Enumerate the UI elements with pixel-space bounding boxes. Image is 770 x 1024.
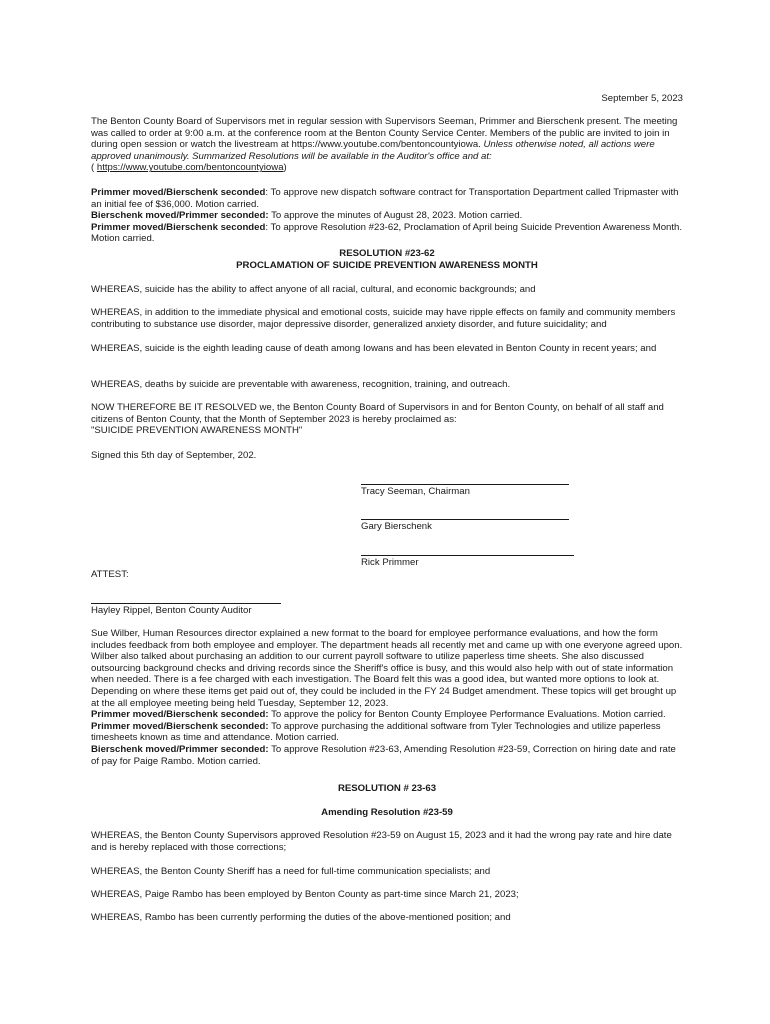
auditor-signature: Hayley Rippel, Benton County Auditor xyxy=(91,605,252,616)
whereas-63-3: WHEREAS, Paige Rambo has been employed by Benton County as part-time since March 21, 2023; xyxy=(91,889,519,900)
signature-line xyxy=(361,555,574,556)
proclaimed-month: "SUICIDE PREVENTION AWARENESS MONTH" xyxy=(91,425,303,437)
signature-bierschenk: Gary Bierschenk xyxy=(361,521,432,532)
resolution-63-subtitle: Amending Resolution #23-59 xyxy=(321,807,453,818)
motion-1 xyxy=(91,187,678,210)
whereas-62-4: WHEREAS, deaths by suicide are preventable with awareness, recognition, training, and outreach. xyxy=(91,379,511,390)
meeting-date: September 5, 2023 xyxy=(601,93,683,104)
motion-mover: Primmer moved/Bierschenk seconded: xyxy=(91,720,269,732)
motion-text: To approve Resolution #23-62, Proclamation of April being Suicide Prevention Awareness Month. Motion carried. xyxy=(91,221,683,245)
whereas-62-1: WHEREAS, suicide has the ability to affect anyone of all racial, cultural, and economic backgrounds; and xyxy=(91,284,536,295)
motion-text: To approve new dispatch software contract for Transportation Department called Tripmaster with an initial fee of $36,000. Motion carried. xyxy=(91,187,679,210)
motion-text: To approve the minutes of August 28, 2023. Motion carried. xyxy=(271,210,523,222)
motion-mover: Primmer moved/Bierschenk seconded xyxy=(91,221,266,233)
motion-mover: Bierschenk moved/Primmer seconded: xyxy=(91,210,269,222)
link-suffix: ) xyxy=(283,162,287,174)
motion-4 xyxy=(91,709,666,720)
resolved-62 xyxy=(91,402,683,437)
signature-line xyxy=(91,603,281,604)
intro-paragraph xyxy=(91,116,683,174)
intro-text: The Benton County Board of Supervisors met in regular session with Supervisors Seeman, Primmer and Bierschenk present. The meeting was called to order at 9:00 a.m. at the conference room at the Benton County Service Center. Members of the public are invited to join in during open session or watch the livestream at https://www.youtube.com/bentoncountyiowa. xyxy=(91,116,678,151)
resolution-63-title: RESOLUTION # 23-63 xyxy=(337,783,437,794)
motion-6 xyxy=(91,744,676,767)
motion-text: To approve purchasing the additional software from Tyler Technologies and utilize paperless timesheets known as time and attendance. Motion carried. xyxy=(91,720,661,744)
attest-label: ATTEST: xyxy=(91,569,129,580)
hr-discussion-paragraph xyxy=(91,628,683,767)
motion-text: To approve the policy for Benton County Employee Performance Evaluations. Motion carried. xyxy=(271,709,666,721)
whereas-63-1: WHEREAS, the Benton County Supervisors approved Resolution #23-59 on August 15, 2023 and it had the wrong pay rate and hire date and is hereby replaced with those corrections; xyxy=(91,830,672,853)
youtube-link[interactable]: https://www.youtube.com/bentoncountyiowa xyxy=(96,162,284,174)
signature-primmer: Rick Primmer xyxy=(361,557,419,568)
motion-sep: : xyxy=(265,187,271,198)
motion-text: To approve Resolution #23-63, Amending Resolution #23-59, Correction on hiring date and rate of pay for Paige Rambo. Motion carried. xyxy=(91,743,676,767)
motions-block-1 xyxy=(91,187,683,245)
motion-3 xyxy=(91,222,682,245)
motion-mover: Primmer moved/Bierschenk seconded xyxy=(91,187,266,198)
motion-sep: : xyxy=(265,221,271,233)
resolved-text: NOW THEREFORE BE IT RESOLVED we, the Benton County Board of Supervisors in and for Benton County, on behalf of all staff and citizens of Benton County, that the Month of September 2023 is hereby proclaimed as: xyxy=(91,402,664,425)
signature-line xyxy=(361,484,569,485)
motion-mover: Primmer moved/Bierschenk seconded: xyxy=(91,709,269,721)
whereas-62-2: WHEREAS, in addition to the immediate physical and emotional costs, suicide may have ripple effects on family and community members contributing to substance use disorder, major depressive disorder, generalized anxiety disorder, and future suicidality; and xyxy=(91,307,676,330)
whereas-63-2: WHEREAS, the Benton County Sheriff has a need for full-time communication specialists; and xyxy=(91,866,491,877)
signature-line xyxy=(361,519,569,520)
signature-seeman: Tracy Seeman, Chairman xyxy=(361,486,470,497)
intro-italic-note: Unless otherwise noted, all actions were approved unanimously. Summarized Resolutions will be available in the Auditor's office and at: xyxy=(91,139,655,162)
signed-date: Signed this 5th day of September, 202. xyxy=(91,450,257,461)
link-prefix: ( xyxy=(91,162,97,174)
motion-2 xyxy=(91,210,522,221)
whereas-62-3: WHEREAS, suicide is the eighth leading cause of death among Iowans and has been elevated in Benton County in recent years; and xyxy=(91,343,657,354)
motion-5 xyxy=(91,721,661,744)
whereas-63-4: WHEREAS, Rambo has been currently performing the duties of the above-mentioned position; and xyxy=(91,912,511,923)
resolution-62-title: RESOLUTION #23-62 xyxy=(339,248,435,259)
motion-mover: Bierschenk moved/Primmer seconded: xyxy=(91,743,269,755)
hr-text: Sue Wilber, Human Resources director explained a new format to the board for employee performance evaluations, and how the form includes feedback from both employee and employer. The department heads all recently met and came up with one everyone agreed upon. Wilber also talked about purchasing an addition to our current payroll software to utilize paperless time sheets. She also discussed outsourcing background checks and driving records since the Sheriff's office is busy, and this would also help with out of state information when needed. There is a fee charged with each investigation. The Board felt this was a good idea, but wanted more options to look at. Depending on where these items get paid out of, they could be included in the FY 24 Budget amendment. These topics will get brought up at the all employee meeting being held Tuesday, September 12, 2023. xyxy=(91,628,683,709)
resolution-62-subtitle: PROCLAMATION OF SUICIDE PREVENTION AWARENESS MONTH xyxy=(236,260,538,271)
